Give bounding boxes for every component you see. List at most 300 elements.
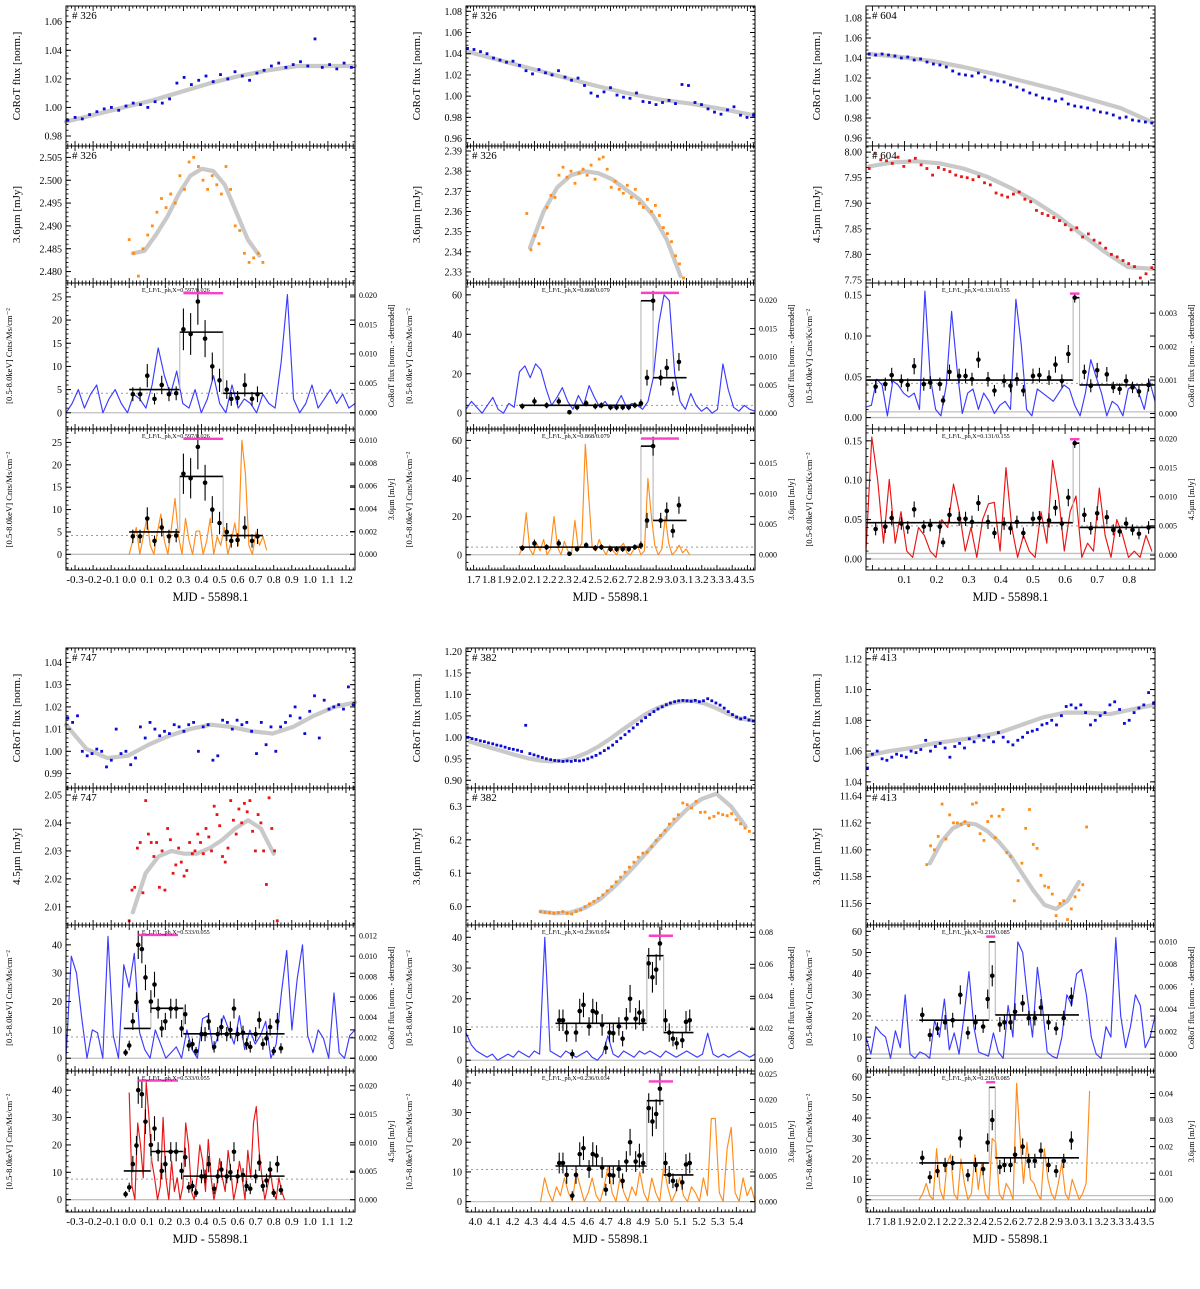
flux-data-point (628, 866, 631, 869)
x-tick-label: 0.8 (267, 1216, 281, 1228)
flux-data-point (744, 716, 747, 719)
superpanel-svg (400, 642, 800, 1284)
xray-data-point (215, 1174, 220, 1179)
xray-data-point (1124, 521, 1129, 526)
flux-data-point (531, 73, 534, 76)
x-tick-label: 2.3 (558, 574, 572, 586)
flux-data-point (96, 110, 99, 113)
flux-data-point (626, 184, 629, 187)
right-axis-label: 3.6µm [mJy] (787, 478, 796, 520)
plot-background (466, 146, 755, 283)
right-tick-label: 0.000 (1159, 409, 1177, 418)
flux-data-point (262, 850, 265, 853)
flux-data-point (1150, 266, 1153, 269)
right-tick-label: 0.020 (359, 291, 377, 300)
subpanel-3 (404, 429, 796, 604)
xray-data-point (671, 529, 676, 534)
flux-data-point (908, 159, 911, 162)
subpanel-2 (804, 283, 1196, 429)
flux-data-point (700, 103, 703, 106)
flux-data-point (183, 875, 186, 878)
flux-data-point (674, 254, 677, 257)
y-tick-label: 40 (52, 1086, 62, 1097)
right-tick-label: 0.005 (759, 520, 777, 529)
subpanel-0 (411, 647, 755, 788)
xray-data-point (544, 403, 549, 408)
y-tick-label: 0.10 (845, 476, 863, 487)
flux-data-point (125, 750, 128, 753)
y-axis-label: CoRoT flux [norm.] (811, 32, 823, 121)
superpanel-svg (0, 642, 400, 1284)
right-tick-label: 0.002 (359, 1034, 377, 1043)
flux-data-point (516, 749, 519, 752)
right-axis-label: 4.5µm [mJy] (1187, 478, 1196, 520)
y-tick-label: 0 (57, 550, 62, 561)
x-tick-label: 1.2 (339, 574, 353, 586)
flux-data-point (210, 850, 213, 853)
flux-data-point (554, 196, 557, 199)
flux-data-point (648, 101, 651, 104)
xray-data-point (152, 982, 157, 987)
right-tick-label: 0.015 (1159, 463, 1177, 472)
xray-data-point (928, 523, 933, 528)
xray-data-point (188, 476, 193, 481)
xray-data-point (210, 507, 215, 512)
flux-data-point (199, 841, 202, 844)
flux-data-point (894, 55, 897, 58)
xray-data-point (228, 1170, 233, 1175)
flux-data-point (1052, 216, 1055, 219)
xray-data-point (248, 1045, 253, 1050)
xray-data-point (134, 1000, 139, 1005)
flux-data-point (487, 742, 490, 745)
flux-data-point (715, 702, 718, 705)
flux-data-point (1127, 262, 1130, 265)
xray-data-point (1111, 528, 1116, 533)
xray-data-point (152, 1126, 157, 1131)
flux-data-point (726, 109, 729, 112)
flux-data-point (299, 717, 302, 720)
flux-data-point (690, 807, 693, 810)
flux-data-point (926, 61, 929, 64)
xray-data-point (183, 1155, 188, 1160)
flux-data-point (479, 739, 482, 742)
flux-data-point (1099, 242, 1102, 245)
flux-data-point (633, 861, 636, 864)
flux-data-point (642, 100, 645, 103)
flux-data-point (584, 905, 587, 908)
xray-data-point (889, 373, 894, 378)
y-tick-label: 0.99 (45, 769, 63, 780)
flux-data-point (139, 726, 142, 729)
right-tick-label: 0.000 (759, 551, 777, 560)
xray-data-point (970, 520, 975, 525)
x-tick-label: 0.9 (285, 574, 299, 586)
xray-data-point (1137, 531, 1142, 536)
y-tick-label: 0.05 (845, 515, 863, 526)
flux-data-point (328, 708, 331, 711)
flux-data-point (891, 162, 894, 165)
y-tick-label: 7.85 (845, 224, 863, 235)
y-tick-label: 25 (52, 292, 62, 303)
flux-data-point (179, 174, 182, 177)
flux-data-point (257, 252, 260, 255)
xray-data-point (1008, 383, 1013, 388)
y-tick-label: 1.20 (445, 647, 463, 658)
xray-data-point (556, 399, 561, 404)
y-axis-label: CoRoT flux [norm.] (411, 32, 423, 121)
y-tick-label: 0.15 (845, 436, 863, 447)
flux-data-point (136, 847, 139, 850)
x-tick-label: 2.6 (604, 574, 618, 586)
xray-data-point (228, 1028, 233, 1033)
y-tick-label: 0.00 (845, 554, 863, 565)
y-tick-label: 5 (57, 527, 62, 538)
y-tick-label: 2.37 (445, 187, 463, 198)
flux-data-point (241, 723, 244, 726)
y-axis-label: [0.5-8.0keV] Cnts/Ms/cm⁻² (404, 308, 414, 404)
flux-data-point (178, 726, 181, 729)
flux-data-point (614, 180, 617, 183)
y-tick-label: 2.04 (45, 818, 63, 829)
y-tick-label: 20 (52, 997, 62, 1008)
flux-data-point (1116, 256, 1119, 259)
xray-data-point (883, 382, 888, 387)
flux-data-point (874, 54, 877, 57)
y-tick-label: 10 (52, 1168, 62, 1179)
y-tick-label: 0 (457, 550, 462, 561)
right-tick-label: 0.010 (359, 436, 377, 445)
y-axis-label: [0.5-8.0keV] Cnts/Ms/cm⁻² (4, 451, 14, 547)
x-axis-label: MJD - 55898.1 (172, 1232, 248, 1246)
x-tick-label: 2.2 (543, 574, 557, 586)
xray-data-point (599, 403, 604, 408)
y-tick-label: 1.00 (45, 747, 63, 758)
flux-data-point (1048, 98, 1051, 101)
flux-data-point (165, 206, 168, 209)
subpanel-3 (804, 429, 1196, 604)
flux-data-point (739, 718, 742, 721)
plot-background (866, 146, 1155, 283)
flux-data-point (618, 188, 621, 191)
flux-data-point (681, 802, 684, 805)
x-tick-label: 0.3 (962, 574, 976, 586)
flux-data-point (561, 910, 564, 913)
xray-data-point (1047, 375, 1052, 380)
flux-data-point (897, 156, 900, 159)
flux-data-point (682, 699, 685, 702)
flux-data-point (86, 754, 89, 757)
xray-data-point (976, 501, 981, 506)
right-tick-label: 0.005 (759, 381, 777, 390)
flux-data-point (207, 836, 210, 839)
y-tick-label: 7.95 (845, 173, 863, 184)
flux-data-point (350, 66, 353, 69)
xray-data-point (217, 378, 222, 383)
x-tick-label: 0.5 (213, 574, 227, 586)
flux-data-point (500, 745, 503, 748)
xray-data-point (1082, 370, 1087, 375)
xray-data-point (970, 377, 975, 382)
xray-data-point (224, 1174, 229, 1179)
xray-data-point (123, 1192, 128, 1197)
y-axis-label: [0.5-8.0keV] Cnts/Ms/cm⁻² (404, 451, 414, 547)
flare-energy-annotation: E_LF/L_ph,X=0.597/0.026 (142, 433, 210, 440)
xray-data-point (1117, 387, 1122, 392)
xray-data-point (1072, 295, 1077, 300)
flux-data-point (299, 60, 302, 63)
xray-data-point (235, 396, 240, 401)
flux-data-point (1041, 212, 1044, 215)
xray-data-point (664, 366, 669, 371)
xray-data-point (633, 545, 638, 550)
y-tick-label: 2.36 (445, 207, 463, 218)
flux-data-point (551, 74, 554, 77)
flux-data-point (634, 188, 637, 191)
flux-data-point (664, 829, 667, 832)
xray-data-point (1002, 379, 1007, 384)
flux-data-point (550, 194, 553, 197)
flux-data-point (1144, 121, 1147, 124)
flux-data-point (276, 919, 279, 922)
xray-data-point (963, 374, 968, 379)
y-tick-label: 1.04 (45, 658, 63, 669)
flux-data-point (1061, 98, 1064, 101)
x-tick-label: -0.1 (102, 1216, 119, 1228)
flux-data-point (225, 165, 228, 168)
xray-data-point (905, 525, 910, 530)
flux-data-point (594, 178, 597, 181)
flux-data-point (603, 749, 606, 752)
x-tick-label: 3.4 (725, 574, 739, 586)
flux-data-point (542, 226, 545, 229)
xray-data-point (658, 518, 663, 523)
flux-data-point (544, 71, 547, 74)
flux-data-point (972, 178, 975, 181)
right-axis-label: 4.5µm [mJy] (387, 1120, 396, 1162)
flux-data-point (256, 72, 259, 75)
flux-data-point (160, 197, 163, 200)
flux-data-point (545, 757, 548, 760)
y-tick-label: 0.15 (845, 291, 863, 302)
flux-data-point (499, 59, 502, 62)
right-tick-label: 0.000 (1159, 551, 1177, 560)
xray-data-point (235, 1174, 240, 1179)
flux-data-point (216, 813, 219, 816)
flux-data-point (352, 703, 355, 706)
flux-data-point (347, 686, 350, 689)
flux-data-point (534, 234, 537, 237)
y-tick-label: 10 (52, 1025, 62, 1036)
flux-data-point (486, 52, 489, 55)
flux-data-point (706, 697, 709, 700)
y-axis-label: [0.5-8.0keV] Cnts/Ks/cm⁻² (804, 308, 814, 403)
flux-data-point (183, 188, 186, 191)
flux-data-point (151, 225, 154, 228)
flux-data-point (150, 841, 153, 844)
x-tick-label: 2.1 (528, 574, 542, 586)
plot-background (66, 429, 355, 570)
flux-data-point (226, 78, 229, 81)
flux-data-point (655, 839, 658, 842)
xray-data-point (255, 392, 260, 397)
x-tick-label: 2.4 (573, 574, 587, 586)
flux-data-point (229, 188, 232, 191)
flux-data-point (579, 909, 582, 912)
y-axis-label: 4.5µm [mJy] (811, 186, 823, 243)
panel-id-label: # 326 (72, 10, 97, 22)
xray-data-point (957, 516, 962, 521)
flux-data-point (81, 118, 84, 121)
flux-data-point (611, 744, 614, 747)
xray-data-point (938, 524, 943, 529)
xray-data-point (248, 1186, 253, 1191)
flux-data-point (637, 856, 640, 859)
flux-data-point (1022, 89, 1025, 92)
y-tick-label: 1.03 (45, 680, 63, 691)
flux-data-point (906, 56, 909, 59)
y-tick-label: 1.04 (445, 49, 463, 60)
xray-data-point (235, 538, 240, 543)
xray-data-point (928, 380, 933, 385)
y-tick-label: 0.98 (445, 113, 463, 124)
y-tick-label: 20 (52, 460, 62, 471)
flux-data-point (520, 750, 523, 753)
x-tick-label: 0.5 (213, 1216, 227, 1228)
flux-data-point (249, 799, 252, 802)
flux-data-point (212, 759, 215, 762)
flux-data-point (238, 808, 241, 811)
flux-data-point (1054, 100, 1057, 103)
flux-data-point (1058, 219, 1061, 222)
flux-data-point (197, 750, 200, 753)
flux-data-point (318, 737, 321, 740)
flux-data-point (1073, 105, 1076, 108)
xray-data-point (992, 388, 997, 393)
y-axis-label: 3.6µm [mJy] (11, 186, 23, 243)
flux-data-point (164, 889, 167, 892)
flux-data-point (168, 732, 171, 735)
y-tick-label: 2.02 (45, 874, 63, 885)
xray-data-point (131, 392, 136, 397)
flux-data-point (591, 756, 594, 759)
xray-data-point (873, 384, 878, 389)
subpanel-0 (411, 6, 755, 146)
flux-data-point (212, 80, 215, 83)
y-tick-label: 5 (57, 385, 62, 396)
flux-data-point (1080, 106, 1083, 109)
y-tick-label: 1.00 (445, 733, 463, 744)
xray-data-point (229, 397, 234, 402)
flux-data-point (657, 708, 660, 711)
y-tick-label: 10 (52, 362, 62, 373)
flux-data-point (1093, 109, 1096, 112)
flux-data-point (149, 721, 152, 724)
flux-data-point (628, 730, 631, 733)
flux-data-point (505, 61, 508, 64)
flux-data-point (602, 156, 605, 159)
flux-data-point (638, 202, 641, 205)
xray-data-point (261, 1184, 266, 1189)
xray-data-point (1088, 383, 1093, 388)
flux-data-point (234, 225, 237, 228)
flux-data-point (1035, 209, 1038, 212)
flux-data-point (546, 206, 549, 209)
flux-data-point (1099, 111, 1102, 114)
right-axis-label: CoRoT flux [norm. - detrended] (387, 304, 396, 407)
x-tick-label: 3.0 (664, 574, 678, 586)
xray-data-point (224, 387, 229, 392)
y-tick-label: 2.34 (445, 247, 463, 258)
panel-id-label: # 604 (872, 150, 897, 162)
flux-data-point (598, 158, 601, 161)
xray-data-point (232, 1149, 237, 1154)
xray-data-point (127, 1043, 132, 1048)
y-tick-label: 40 (52, 940, 62, 951)
y-tick-label: 0.96 (445, 134, 463, 145)
flux-data-point (665, 703, 668, 706)
subpanel-3 (4, 1071, 396, 1246)
flux-data-point (739, 114, 742, 117)
right-tick-label: 0.002 (1159, 342, 1177, 351)
flux-data-point (1104, 247, 1107, 250)
flux-data-point (557, 69, 560, 72)
flux-data-point (607, 747, 610, 750)
right-axis-label: CoRoT flux [norm. - detrended] (387, 946, 396, 1049)
flux-data-point (238, 229, 241, 232)
flux-data-point (609, 86, 612, 89)
y-axis-label: [0.5-8.0keV] Cnts/Ms/cm⁻² (4, 1093, 14, 1189)
flux-data-point (495, 744, 498, 747)
flux-data-point (646, 198, 649, 201)
flux-data-point (977, 175, 980, 178)
xray-data-point (235, 1032, 240, 1037)
y-tick-label: 2.39 (445, 147, 463, 158)
xray-data-point (1037, 516, 1042, 521)
flux-data-point (726, 814, 729, 817)
flux-data-point (110, 759, 113, 762)
flux-data-point (583, 84, 586, 87)
right-axis-label: CoRoT flux [norm. - detrended] (787, 304, 796, 407)
subpanel-0 (11, 648, 355, 788)
xray-data-point (241, 1030, 246, 1035)
flux-data-point (250, 730, 253, 733)
flux-data-point (1009, 84, 1012, 87)
x-tick-label: 0.3 (177, 1216, 191, 1228)
xray-data-point (167, 534, 172, 539)
flux-data-point (694, 699, 697, 702)
xray-data-point (253, 1032, 258, 1037)
flux-data-point (289, 714, 292, 717)
xray-data-point (1117, 529, 1122, 534)
plot-background (66, 1071, 355, 1212)
flare-energy-annotation: E_LF/L_ph,X=0.533/0.055 (142, 1075, 210, 1082)
xray-data-point (1124, 379, 1129, 384)
superpanel-326 (400, 0, 800, 642)
flux-data-point (530, 248, 533, 251)
x-tick-label: 3.5 (741, 574, 755, 586)
y-tick-label: 2.05 (45, 790, 63, 801)
flux-data-point (125, 105, 128, 108)
flux-data-point (570, 913, 573, 916)
flux-data-point (586, 757, 589, 760)
flux-data-point (270, 65, 273, 68)
xray-data-point (608, 547, 613, 552)
xray-data-point (941, 398, 946, 403)
flux-data-point (1041, 97, 1044, 100)
y-tick-label: 1.08 (445, 7, 463, 18)
x-tick-label: 1.7 (467, 574, 481, 586)
